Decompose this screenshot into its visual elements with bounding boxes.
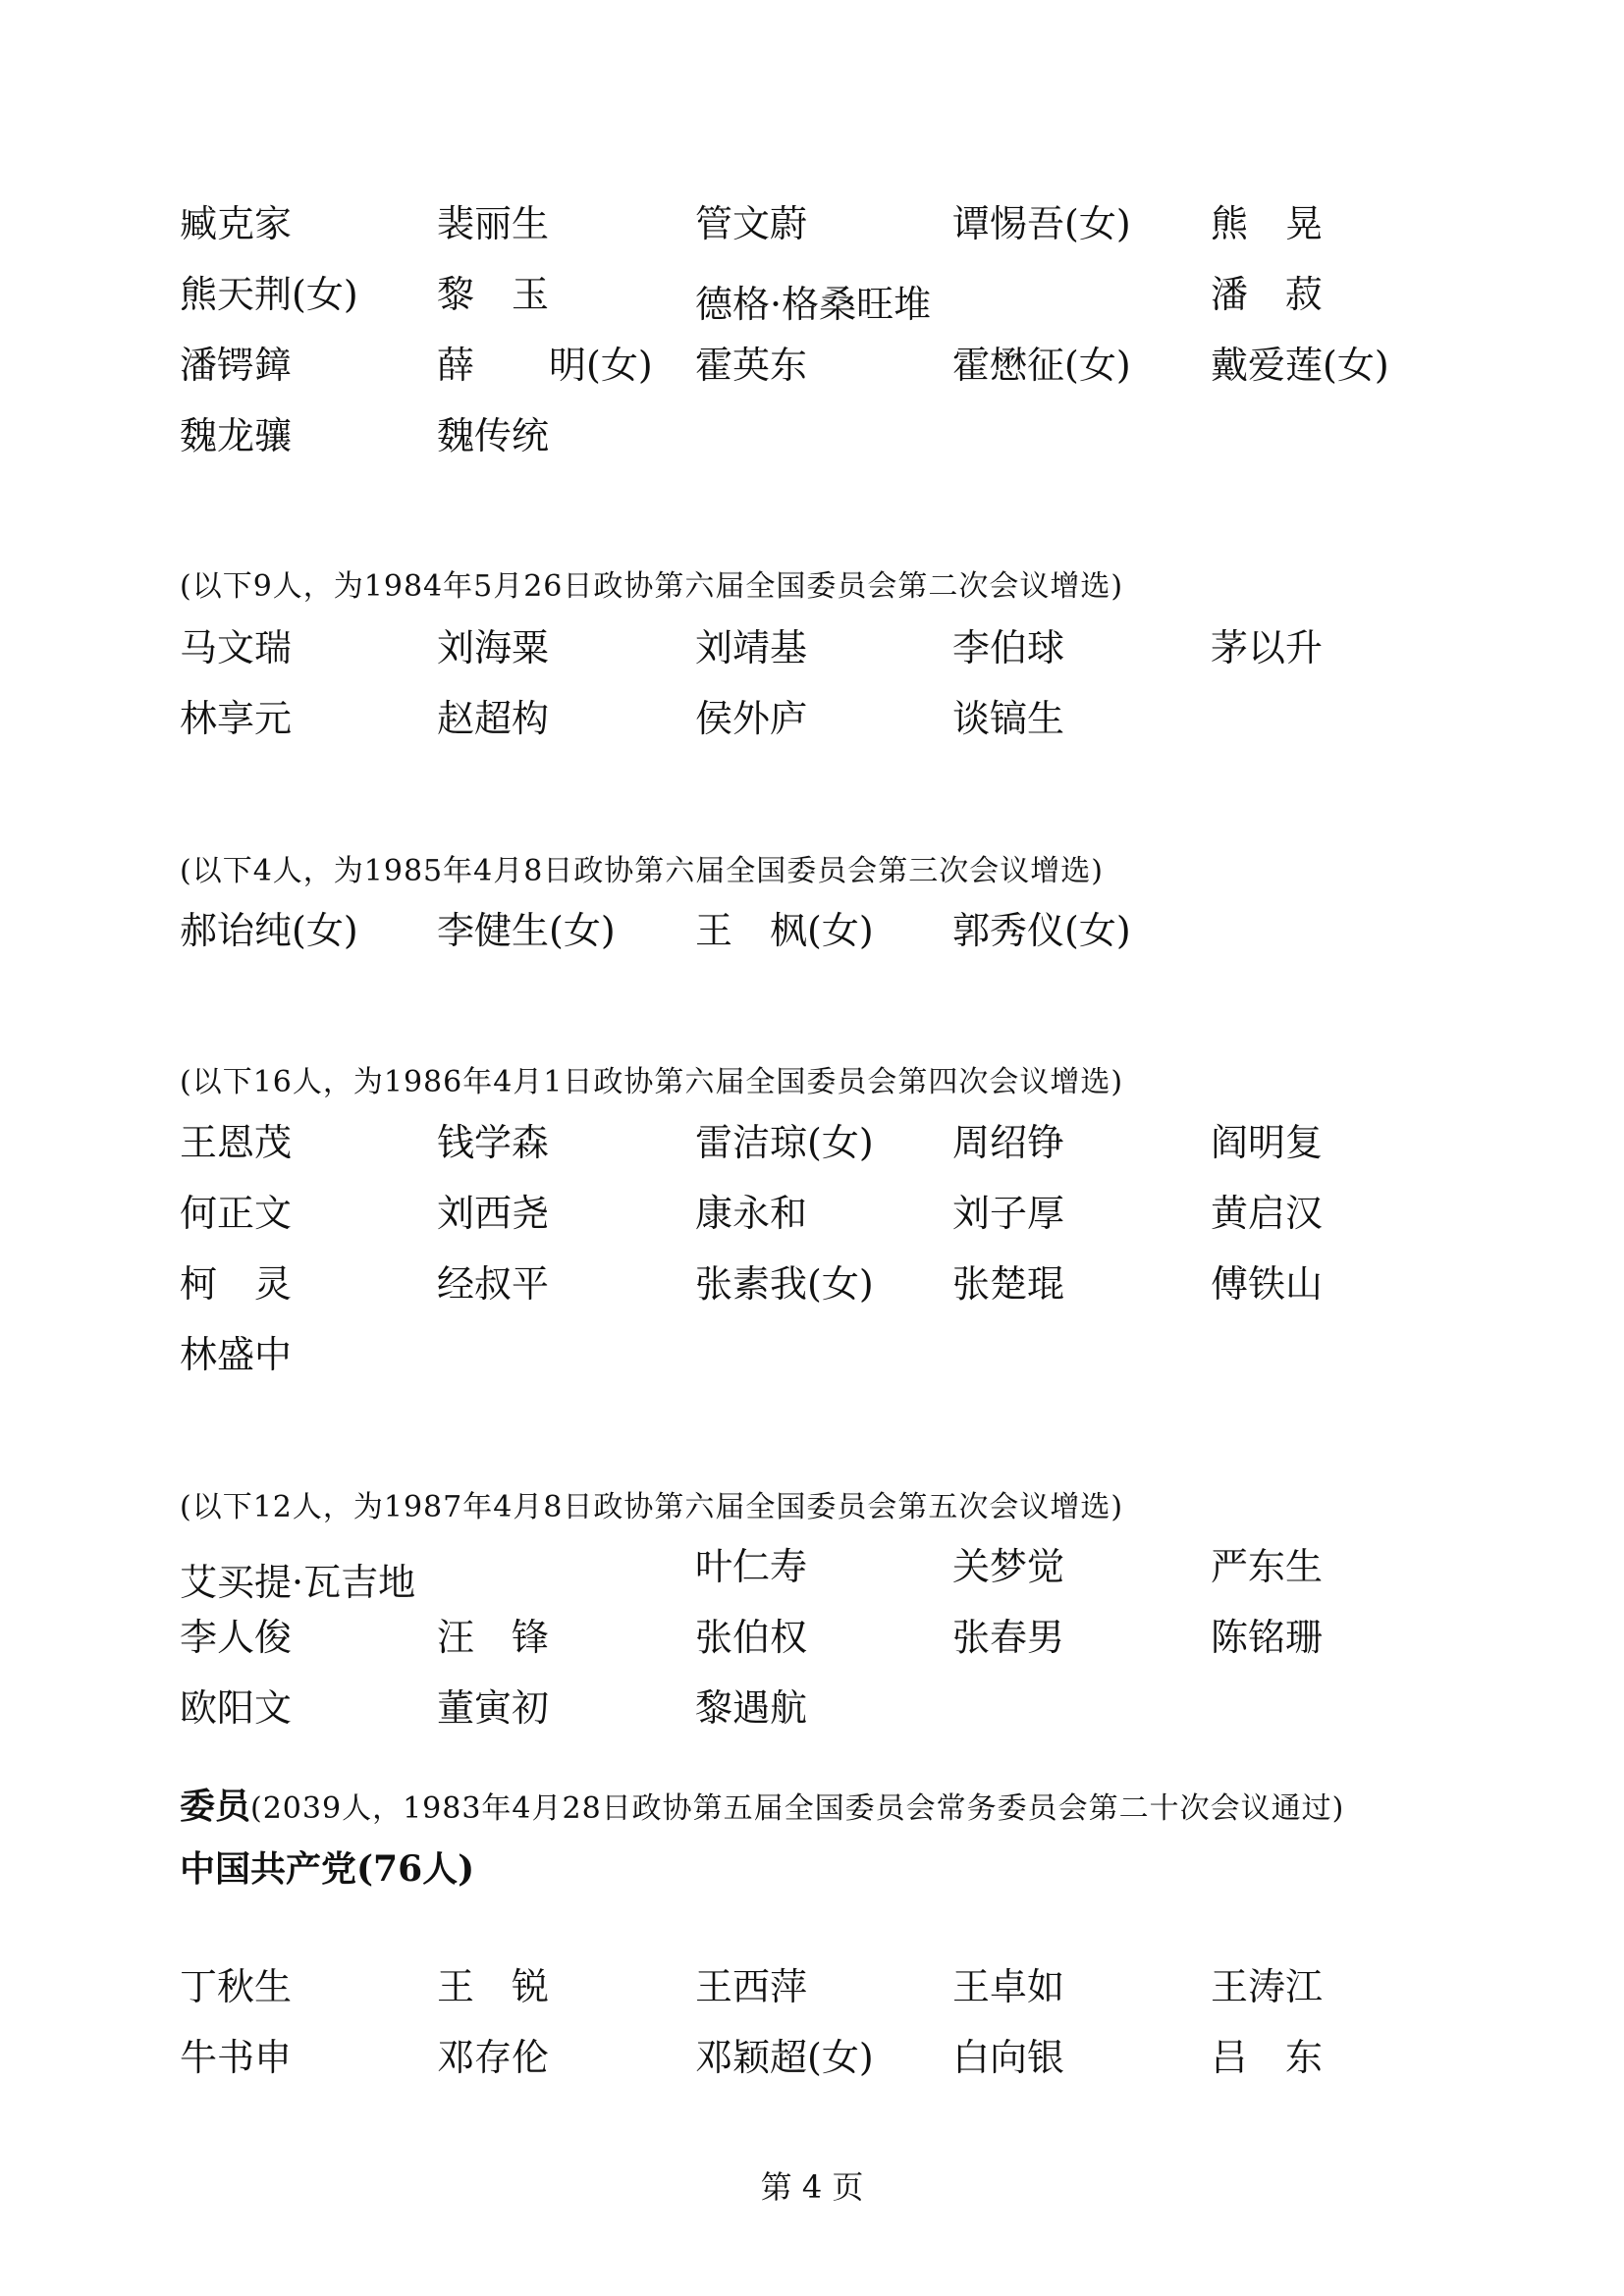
name-entry: 叶仁寿	[695, 1545, 808, 1588]
name-entry: 关梦觉	[952, 1545, 1065, 1588]
name-entry: 刘西尧	[437, 1192, 550, 1235]
name-entry: 郝诒纯(女)	[180, 909, 358, 952]
party-heading: 中国共产党(76人)	[180, 1848, 475, 1890]
name-entry: 陈铭珊	[1211, 1616, 1324, 1659]
name-entry: 黎 玉	[437, 273, 550, 316]
name-entry: 张春男	[952, 1616, 1065, 1659]
name-entry: 潘锷鏱	[180, 344, 293, 387]
name-entry: 牛书申	[180, 2036, 293, 2079]
name-entry: 德格·格桑旺堆	[695, 283, 932, 326]
name-entry: 阎明复	[1211, 1121, 1324, 1164]
member-row	[0, 907, 1624, 966]
name-entry: 刘靖基	[695, 626, 808, 669]
election-note: (以下4人，为1985年4月8日政协第六届全国委员会第三次会议增选)	[180, 854, 1105, 888]
name-entry: 柯 灵	[180, 1262, 293, 1306]
name-entry: 邓存伦	[437, 2036, 550, 2079]
page-number: 第 4 页	[760, 2168, 864, 2206]
member-row	[0, 1331, 1624, 1390]
member-row	[0, 1119, 1624, 1178]
member-row	[0, 1614, 1624, 1673]
name-entry: 熊 晃	[1211, 202, 1324, 245]
name-entry: 刘海粟	[437, 626, 550, 669]
name-entry: 李人俊	[180, 1616, 293, 1659]
name-entry: 周绍铮	[952, 1121, 1065, 1164]
name-entry: 郭秀仪(女)	[952, 909, 1131, 952]
name-entry: 黄启汉	[1211, 1192, 1324, 1235]
election-note: (以下16人，为1986年4月1日政协第六届全国委员会第四次会议增选)	[180, 1065, 1124, 1099]
name-entry: 黎遇航	[695, 1686, 808, 1730]
name-entry: 赵超构	[437, 697, 550, 740]
committee-member-row	[0, 2034, 1624, 2093]
name-entry: 薛 明(女)	[437, 344, 653, 387]
member-row	[0, 695, 1624, 754]
name-entry: 霍英东	[695, 344, 808, 387]
member-row	[0, 342, 1624, 400]
name-entry: 刘子厚	[952, 1192, 1065, 1235]
name-entry: 王 枫(女)	[695, 909, 874, 952]
name-entry: 傅铁山	[1211, 1262, 1324, 1306]
member-row	[0, 1543, 1624, 1602]
name-entry: 谈镐生	[952, 697, 1065, 740]
member-row	[0, 624, 1624, 683]
committee-member-row	[0, 1963, 1624, 2022]
name-entry: 熊天荆(女)	[180, 273, 358, 316]
name-entry: 管文蔚	[695, 202, 808, 245]
name-entry: 经叔平	[437, 1262, 550, 1306]
name-entry: 白向银	[952, 2036, 1065, 2079]
name-entry: 欧阳文	[180, 1686, 293, 1730]
name-entry: 何正文	[180, 1192, 293, 1235]
election-note: (以下12人，为1987年4月8日政协第六届全国委员会第五次会议增选)	[180, 1490, 1124, 1524]
name-entry: 王恩茂	[180, 1121, 293, 1164]
name-entry: 茅以升	[1211, 626, 1324, 669]
name-entry: 雷洁琼(女)	[695, 1121, 874, 1164]
name-entry: 王西萍	[695, 1965, 808, 2008]
member-row	[0, 271, 1624, 330]
name-entry: 董寅初	[437, 1686, 550, 1730]
name-entry: 戴爱莲(女)	[1211, 344, 1389, 387]
name-entry: 王 锐	[437, 1965, 550, 2008]
name-entry: 李健生(女)	[437, 909, 616, 952]
name-entry: 钱学森	[437, 1121, 550, 1164]
name-entry: 臧克家	[180, 202, 293, 245]
member-row	[0, 1260, 1624, 1319]
name-entry: 魏传统	[437, 414, 550, 457]
name-entry: 马文瑞	[180, 626, 293, 669]
member-row	[0, 1684, 1624, 1743]
name-entry: 张伯权	[695, 1616, 808, 1659]
name-entry: 李伯球	[952, 626, 1065, 669]
name-entry: 谭惕吾(女)	[952, 202, 1131, 245]
name-entry: 王卓如	[952, 1965, 1065, 2008]
name-entry: 丁秋生	[180, 1965, 293, 2008]
election-note: (以下9人，为1984年5月26日政协第六届全国委员会第二次会议增选)	[180, 569, 1124, 604]
name-entry: 霍懋征(女)	[952, 344, 1131, 387]
name-entry: 王涛江	[1211, 1965, 1324, 2008]
name-entry: 侯外庐	[695, 697, 808, 740]
name-entry: 林享元	[180, 697, 293, 740]
name-entry: 汪 锋	[437, 1616, 550, 1659]
committee-title: 委员	[180, 1786, 251, 1827]
member-row	[0, 1190, 1624, 1249]
name-entry: 裴丽生	[437, 202, 550, 245]
name-entry: 潘 菽	[1211, 273, 1324, 316]
name-entry: 张楚琨	[952, 1262, 1065, 1306]
name-entry: 康永和	[695, 1192, 808, 1235]
name-entry: 邓颖超(女)	[695, 2036, 874, 2079]
name-entry: 魏龙骧	[180, 414, 293, 457]
name-entry: 张素我(女)	[695, 1262, 874, 1306]
name-entry: 艾买提·瓦吉地	[180, 1561, 416, 1604]
name-entry: 严东生	[1211, 1545, 1324, 1588]
member-row	[0, 200, 1624, 259]
name-entry: 林盛中	[180, 1333, 293, 1376]
name-entry: 吕 东	[1211, 2036, 1324, 2079]
committee-subtitle: (2039人，1983年4月28日政协第五届全国委员会常务委员会第二十次会议通过)	[250, 1791, 1345, 1826]
committee-heading	[180, 1783, 1344, 1833]
member-row	[0, 412, 1624, 471]
